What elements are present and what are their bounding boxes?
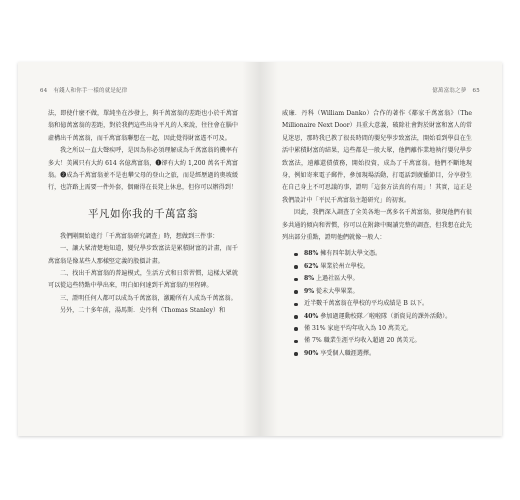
gutter-shadow (242, 62, 260, 436)
list-item (294, 348, 472, 360)
paragraph: 法，即使什麼不做，單純坐在沙發上，與千萬富翁的差距也小於千萬富翁和億萬富翁的差距，對於我們這些出身平凡的人來說，往往會在腦中虛構出千萬富翁，而千萬富翁聯想在一起，因此覺得財富遙不可及。 (48, 110, 238, 142)
paragraph: 因此，我們深入調查了全美各地一萬多名千萬富翁，發現他們有很多共通的傾向和習慣，你可以在附錄中閱讀完整的調查，但我想在此先列出部分重點，證明他們就像一般人： (282, 209, 472, 242)
paragraph: 威廉．丹科（William Danko）合作的著作《鄰家千萬富翁》（The Millionaire Next Door）具重大意義，破除社會對於財富和富人的常見迷思，那時我已教了很長時間的嬰兒學步致富法，開始看到學員在生活中累積財富的結果，這些都是一般大眾，他們離作業地執行嬰兒學步致富法，遠離還債債務，開始投資，成為了千萬富翁。他們不斷地現身，例如寄來電子郵件，參加現場活動，打電話到廣播節目，分享發生在自己身上不可思議的事，證明「這套方法真的有用」！其實，這正是我們設計中「平民千萬富翁主題研究」的初衷。 (282, 110, 472, 204)
paragraph: 我們剛開始進行「千萬富翁研究調查」時，想做到三件事： (60, 232, 219, 240)
stat-text: 僅 31% 家庭平均年收入為 10 萬美元。 (304, 324, 413, 332)
list-item (294, 273, 472, 285)
statistics-list (282, 248, 472, 360)
stat-text: 擁有四年制大學文憑。 (320, 250, 382, 258)
stat-value: 90% (304, 349, 319, 357)
stat-value: 40% (304, 312, 319, 320)
left-page (18, 62, 260, 436)
paragraph: 我之所以一直大聲疾呼，是因為你必須理解成為千萬富翁的機率有多大！美國只有大約 614 名億萬富翁，❶卻有大約 1,200 萬名千萬富翁。❷成為千萬富翁並不是也攀父母的登山之旅，而是經歷過的奧坡緩行，也許路上需要一件外套，偶爾得在長凳上休息，但你可以辦得到！ (48, 147, 238, 192)
stat-text: 近半數千萬富翁在學校的平均成績是 B 以下。 (304, 300, 429, 308)
stat-value: 9% (304, 287, 315, 295)
stat-text: 享受個人職涯選擇。 (320, 349, 376, 357)
right-running-header (432, 86, 484, 94)
left-page-number: 64 (40, 88, 48, 94)
paragraph: 一、讓大眾清楚地知道，變兒學步致富法是累積財富的計畫，而千萬富翁是像某些人那樣堅定義的股價計畫。 (48, 245, 238, 265)
right-page (260, 62, 502, 436)
stat-value: 8% (304, 275, 315, 283)
list-item (294, 248, 472, 260)
stat-value: 88% (304, 250, 319, 258)
right-header-title: 億萬富翁之夢 (432, 88, 467, 94)
book-spread (18, 62, 502, 436)
stat-text: 從未大學畢業。 (315, 287, 359, 295)
left-running-header (36, 86, 127, 94)
gutter-shadow (260, 62, 278, 436)
stat-text: 參加過運動校隊／啦啦隊（新資見的課外活動）。 (320, 312, 452, 320)
paragraph: 二、找出千萬富翁的普遍模式，生活方式和日常習慣，這樣大眾就可以從這些特點中學出來，明白如何達到千萬富翁的里程碑。 (48, 270, 238, 290)
list-item (294, 335, 472, 347)
section-heading: 平凡如你我的千萬富翁 (88, 207, 198, 220)
stat-text: 僅 7% 職業生涯平均收入超過 20 萬美元。 (304, 337, 421, 345)
paragraph: 三、證明任何人都可以成為千萬富翁，激勵所有人成為千萬富翁。 (60, 294, 237, 302)
list-item (294, 261, 472, 273)
paragraph: 另外，二十多年前，湯馬斯．史丹利（Thomas Stanley）和 (60, 307, 226, 315)
stat-text: 畢業於州立學校。 (320, 262, 369, 270)
stat-value: 62% (304, 262, 319, 270)
list-item (294, 323, 472, 335)
right-body-text (282, 108, 472, 360)
list-item (294, 286, 472, 298)
right-page-number: 65 (472, 88, 480, 94)
list-item (294, 311, 472, 323)
left-body-text (48, 108, 238, 318)
stat-text: 上過社區大學。 (315, 275, 359, 283)
list-item (294, 298, 472, 310)
left-header-title: 有錢人和你手一樣的就是紀律 (53, 88, 128, 94)
